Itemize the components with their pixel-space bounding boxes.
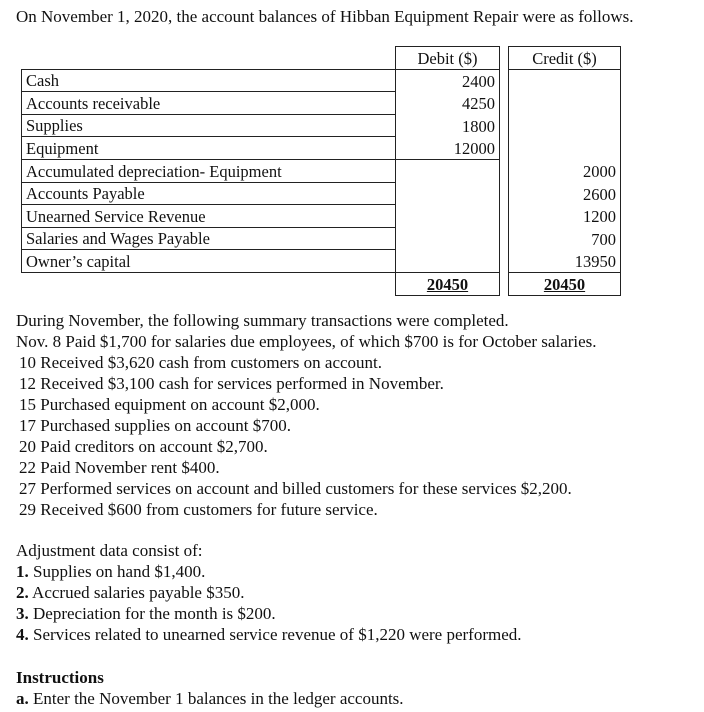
- adjustment-text: Accrued salaries payable $350.: [28, 583, 245, 602]
- adjustment-item: [16, 561, 522, 582]
- instruction-item: [16, 688, 404, 709]
- credit-value: [509, 69, 621, 92]
- adjustment-number: 2.: [16, 583, 29, 602]
- credit-value: [509, 114, 621, 137]
- account-name: Accounts Payable: [22, 182, 396, 205]
- transaction-item: Nov. 8 Paid $1,700 for salaries due employees, of which $700 is for October salaries.: [16, 332, 597, 351]
- adjustment-item: [16, 624, 522, 645]
- adjustment-text: Services related to unearned service revenue of $1,220 were performed.: [28, 625, 522, 644]
- intro-text: On November 1, 2020, the account balances of Hibban Equipment Repair were as follows.: [16, 7, 634, 26]
- debit-value: 2400: [396, 69, 500, 92]
- table-row: [22, 69, 621, 92]
- debit-value: [396, 227, 500, 250]
- table-row: [22, 250, 621, 273]
- adjustments-intro: Adjustment data consist of:: [16, 541, 203, 560]
- debit-value: 1800: [396, 114, 500, 137]
- instructions-section: [16, 667, 404, 709]
- credit-header: Credit ($): [509, 47, 621, 70]
- instruction-letter: a.: [16, 689, 29, 708]
- credit-value: 1200: [509, 205, 621, 228]
- account-header: [22, 47, 396, 70]
- credit-value: [509, 137, 621, 160]
- debit-value: 12000: [396, 137, 500, 160]
- table-row: [22, 227, 621, 250]
- table-row: [22, 182, 621, 205]
- transactions-intro: During November, the following summary transactions were completed.: [16, 311, 509, 330]
- transaction-item: 17 Purchased supplies on account $700.: [19, 416, 291, 435]
- transactions-section: [16, 310, 597, 520]
- instructions-heading: Instructions: [16, 668, 104, 687]
- debit-value: [396, 182, 500, 205]
- total-row: [22, 272, 621, 295]
- account-name: Accumulated depreciation- Equipment: [22, 159, 396, 182]
- adjustment-text: Depreciation for the month is $200.: [28, 604, 276, 623]
- table-row: [22, 114, 621, 137]
- total-credit: 20450: [509, 272, 621, 295]
- transaction-item: 22 Paid November rent $400.: [19, 458, 220, 477]
- instruction-text: Enter the November 1 balances in the ledger accounts.: [28, 689, 404, 708]
- adjustment-item: [16, 582, 522, 603]
- adjustment-item: [16, 603, 522, 624]
- account-name: Salaries and Wages Payable: [22, 227, 396, 250]
- total-debit: 20450: [396, 272, 500, 295]
- account-name: Owner’s capital: [22, 250, 396, 273]
- account-name: Equipment: [22, 137, 396, 160]
- table-row: [22, 159, 621, 182]
- account-name: Supplies: [22, 114, 396, 137]
- credit-value: 2000: [509, 159, 621, 182]
- debit-value: [396, 159, 500, 182]
- credit-value: [509, 92, 621, 115]
- transaction-item: 15 Purchased equipment on account $2,000.: [19, 395, 320, 414]
- debit-value: 4250: [396, 92, 500, 115]
- table-row: [22, 137, 621, 160]
- credit-value: 700: [509, 227, 621, 250]
- transaction-item: 20 Paid creditors on account $2,700.: [19, 437, 268, 456]
- account-name: Cash: [22, 69, 396, 92]
- account-name: Unearned Service Revenue: [22, 205, 396, 228]
- table-row: [22, 92, 621, 115]
- adjustment-number: 1.: [16, 562, 29, 581]
- transaction-item: 12 Received $3,100 cash for services performed in November.: [19, 374, 444, 393]
- credit-value: 2600: [509, 182, 621, 205]
- transaction-item: 10 Received $3,620 cash from customers on account.: [19, 353, 383, 372]
- adjustment-text: Supplies on hand $1,400.: [28, 562, 206, 581]
- transaction-item: 27 Performed services on account and billed customers for these services $2,200.: [19, 479, 572, 498]
- debit-value: [396, 205, 500, 228]
- adjustment-number: 4.: [16, 625, 29, 644]
- table-header-row: [22, 47, 621, 70]
- trial-balance-table: [21, 46, 621, 296]
- credit-value: 13950: [509, 250, 621, 273]
- adjustments-section: [16, 540, 522, 645]
- table-row: [22, 205, 621, 228]
- debit-value: [396, 250, 500, 273]
- adjustment-number: 3.: [16, 604, 29, 623]
- debit-header: Debit ($): [396, 47, 500, 70]
- transaction-item: 29 Received $600 from customers for future service.: [19, 500, 378, 519]
- account-name: Accounts receivable: [22, 92, 396, 115]
